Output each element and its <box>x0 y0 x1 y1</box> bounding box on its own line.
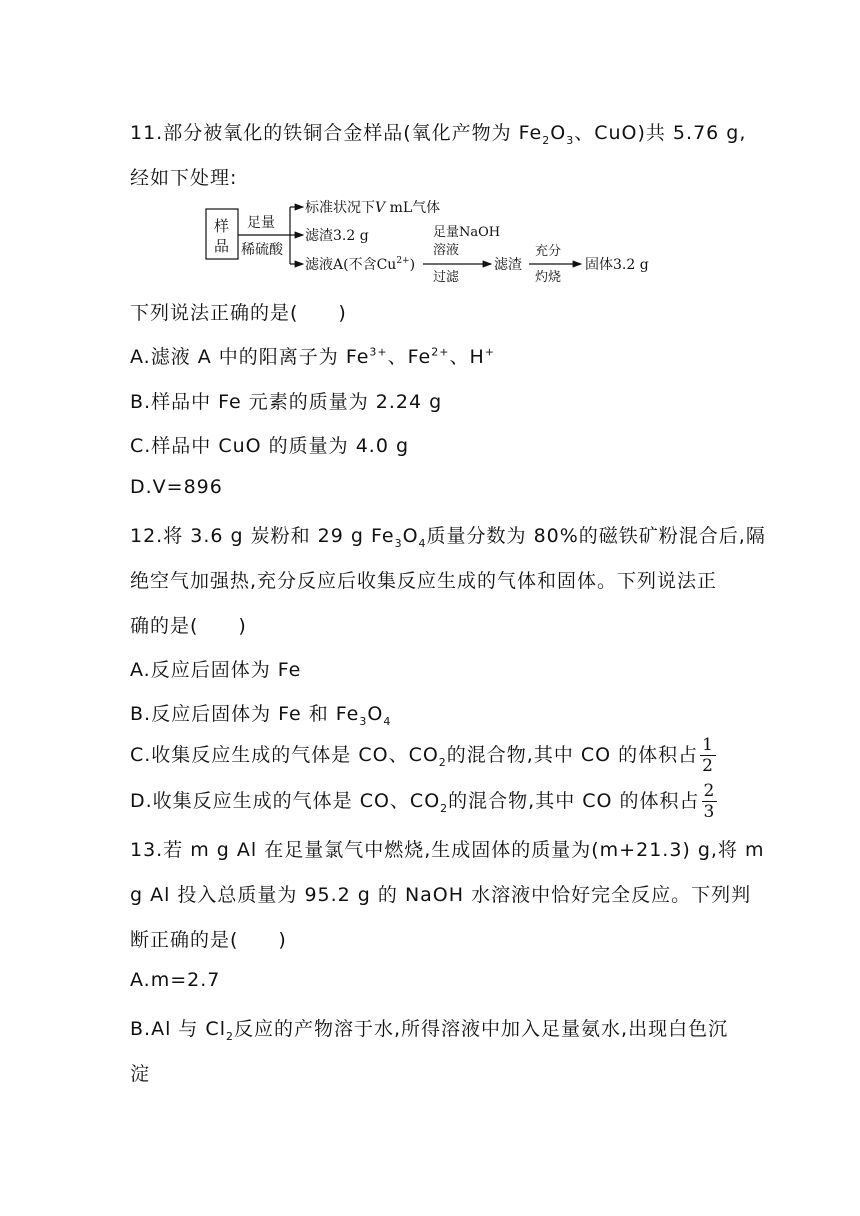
branch1-label: 标准状况下V mL气体 <box>305 200 441 216</box>
q11-option-d: D.V=896 <box>130 476 223 498</box>
q13-option-a: A.m=2.7 <box>130 969 221 991</box>
q13-line1: 13.若 m g Al 在足量氯气中燃烧,生成固体的质量为(m+21.3) g,将 m <box>130 839 765 861</box>
sample-box-char2: 品 <box>214 237 230 255</box>
filter-label: 过滤 <box>433 270 460 285</box>
q13-line2: g Al 投入总质量为 95.2 g 的 NaOH 水溶液中恰好完全反应。下列判 <box>130 884 752 906</box>
process-flow-diagram <box>205 193 665 285</box>
q11-line2: 经如下处理: <box>130 167 238 189</box>
q12-option-c: C.收集反应生成的气体是 CO、$CO_2$的混合物,其中 CO 的体积占 $\frac{1}{2}$ <box>130 735 714 776</box>
burn-label-bottom: 灼烧 <box>535 270 562 285</box>
naoh-label-1: 足量NaOH <box>433 225 501 240</box>
naoh-label-2: 溶液 <box>433 243 460 258</box>
reagent-top: 足量 <box>247 215 275 231</box>
solid-label: 固体3.2 g <box>585 257 649 273</box>
q12-option-d: D.收集反应生成的气体是 CO、$CO_2$的混合物,其中 CO 的体积占 $\frac{2}{3}$ <box>130 781 716 822</box>
q12-line3: 确的是( ) <box>130 615 247 637</box>
q11-option-b: B.样品中 Fe 元素的质量为 2.24 g <box>130 391 443 413</box>
reagent-bottom: 稀硫酸 <box>241 242 283 258</box>
q13-option-b-cont: 淀 <box>130 1063 151 1085</box>
residue-label: 滤渣 <box>494 257 522 273</box>
fraction-two-thirds: $\frac{2}{3}$ <box>703 781 716 822</box>
q13-option-b: B.Al 与 $Cl_2$反应的产物溶于水,所得溶液中加入足量氨水,出现白色沉 <box>130 1018 729 1043</box>
q12-option-a: A.反应后固体为 Fe <box>130 659 302 681</box>
q11-stem: 下列说法正确的是( ) <box>130 302 347 324</box>
burn-label-top: 充分 <box>535 244 562 259</box>
q12-line1: 12.将 3.6 g 炭粉和 29 g $Fe_3O_4$质量分数为 80%的磁铁矿粉混合后,隔 <box>130 525 766 550</box>
branch3-label: 滤液A(不含$Cu^{2+}$) <box>305 256 416 273</box>
q13-line3: 断正确的是( ) <box>130 929 287 951</box>
q12-line2: 绝空气加强热,充分反应后收集反应生成的气体和固体。下列说法正 <box>130 570 718 592</box>
fraction-one-half: $\frac{1}{2}$ <box>702 735 714 776</box>
branch2-label: 滤渣3.2 g <box>305 228 369 244</box>
q12-option-b: B.反应后固体为 Fe 和 $Fe_3O_4$ <box>130 703 392 728</box>
sample-box-char1: 样 <box>214 217 230 235</box>
q11-line1: 11.部分被氧化的铁铜合金样品(氧化产物为 $Fe_2O_3$、CuO)共 5.76 g, <box>130 122 747 147</box>
q11-option-c: C.样品中 CuO 的质量为 4.0 g <box>130 435 410 457</box>
q11-option-a: A.滤液 A 中的阳离子为 $Fe^{3+}$、$Fe^{2+}$、H+ <box>130 345 495 368</box>
